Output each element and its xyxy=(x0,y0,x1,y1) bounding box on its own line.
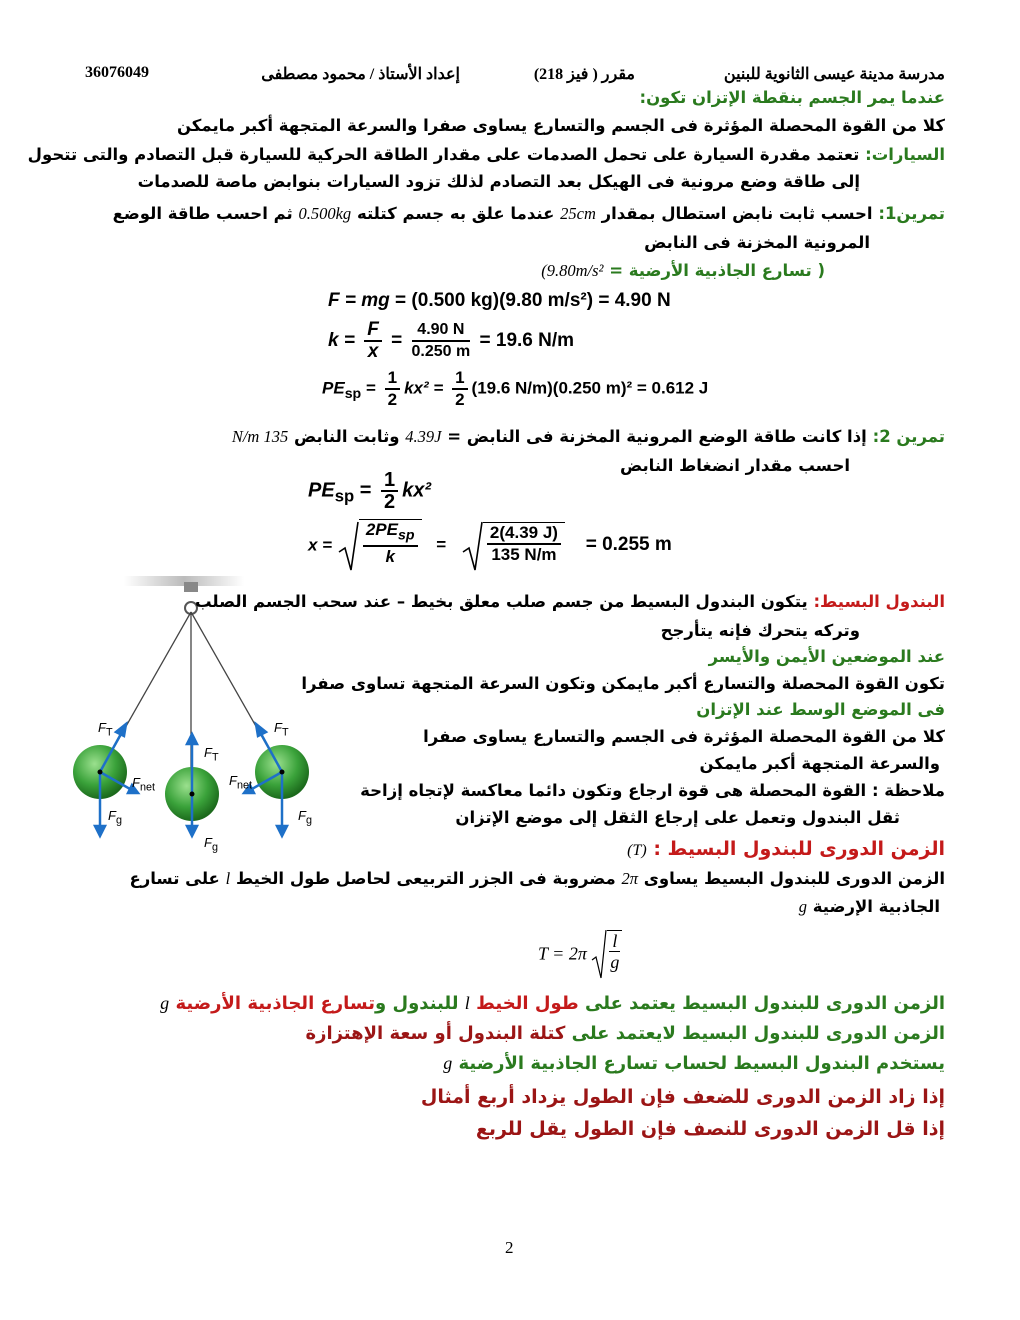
label-fnet-left: $F_{net}$ xyxy=(132,775,156,794)
pendulum-text-1: يتكون البندول البسيط من جسم صلب معلق بخيط – عند سحب الجسم الصلب xyxy=(194,592,808,611)
pendulum-line-1 xyxy=(195,592,945,611)
summary-s1-c: للبندول xyxy=(392,993,459,1014)
cars-text-1: تعتمد مقدرة السيارة على تحمل الصدمات على مقدار الطاقة الحركية للسيارة قبل التصادم والتى تتحول xyxy=(27,145,860,164)
ex2-text-a: إذا كانت طاقة الوضع المرونية المخزنة فى النابض = xyxy=(447,427,867,446)
cars-text-2: إلى طاقة وضع مرونية فى الهيكل بعد التصادم لذلك تزود السيارات بنوابض ماصة للصدمات xyxy=(137,172,860,191)
extremes-text: تكون القوة المحصلة والتسارع أكبر مايمكن وتكون السرعة المتجهة تساوى صفرا xyxy=(301,674,945,693)
ex1-text-b: عندما علق به جسم كتلته xyxy=(356,204,555,223)
header-phone: 36076049 xyxy=(85,64,149,81)
sqrt-sign-icon xyxy=(337,520,359,572)
ex1-eq3-rhs: (19.6 N/m)(0.250 m)² xyxy=(471,378,633,398)
ex2-eq-energy: $PE_{sp}$ = $\frac{1}{2}$ kx² xyxy=(308,469,431,513)
summary-line-4: إذا زاد الزمن الدورى للضعف فإن الطول يزداد أربع أمثال xyxy=(420,1086,945,1108)
extremes-heading: عند الموضعين الأيمن والأيسر xyxy=(708,647,945,666)
summary-line-5: إذا قل الزمن الدورى للنصف فإن الطول يقل للربع xyxy=(475,1118,945,1140)
ex2-eq1-sub: sp xyxy=(334,486,355,506)
period-text-c: على تسارع xyxy=(129,869,220,888)
summary-s1-e: تسارع الجاذبية الأرضية xyxy=(175,993,375,1014)
period-text-2: الجاذبية الإرضية xyxy=(812,897,940,916)
arrowhead-ft-middle xyxy=(187,734,197,744)
label-ft-right: $F_T$ xyxy=(274,720,289,739)
summary-line-1 xyxy=(160,993,945,1014)
ex2-eq2-result: = 0.255 m xyxy=(585,534,672,556)
period-line-1 xyxy=(129,869,945,889)
ex1-text-2: المرونية المخزنة فى النابض xyxy=(644,233,870,252)
note-2: ثقل البندول وتعمل على إرجاع الثقل إلى موضع الإتزان xyxy=(455,808,900,827)
ex2-spring-const: 135 N/m xyxy=(231,427,289,446)
header-course: مقرر ( فيز 218) xyxy=(533,66,635,83)
summary-line-3 xyxy=(443,1053,945,1074)
cars-line-1 xyxy=(28,145,945,164)
formula-g: g xyxy=(610,952,620,972)
ex2-sqrt-symbolic xyxy=(337,520,422,572)
period-l: l xyxy=(225,869,231,888)
ex1-eq2-num: F xyxy=(364,320,382,342)
middle-text-1: كلا من القوة المحصلة المؤثرة فى الجسم والتسارع يساوى صفرا xyxy=(423,727,945,746)
ex2-eq2-num: $2PE_{sp}$ xyxy=(363,520,418,547)
period-heading-line xyxy=(627,838,945,860)
cars-label: السيارات: xyxy=(865,145,945,164)
period-line-2 xyxy=(799,897,940,917)
period-heading: الزمن الدورى للبندول البسيط : xyxy=(653,838,945,860)
ex2-eq1-rhs: kx² xyxy=(402,479,431,502)
pendulum-text-2: وتركه يتحرك فإنه يتأرجح xyxy=(660,621,860,640)
ex2-eq2-num2: 2(4.39 J) xyxy=(487,523,561,545)
ex2-eq-compression xyxy=(308,520,672,572)
ex2-eq2-den2: 135 N/m xyxy=(491,544,557,564)
ex2-text-b: وثابت النابض xyxy=(293,427,400,446)
summary-s1-g: g xyxy=(160,993,170,1013)
ex2-sqrt-numeric xyxy=(461,520,565,572)
ex1-eq3-result: = 0.612 J xyxy=(636,378,709,398)
middle-heading: فى الموضع الوسط عند الإتزان xyxy=(696,700,945,719)
intro-heading: عندما يمر الجسم بنقطة الإتزان تكون: xyxy=(639,88,945,107)
ex1-eq2-den2: 0.250 m xyxy=(411,343,471,360)
sqrt-sign-icon xyxy=(591,928,607,980)
label-fg-right: $F_g$ xyxy=(298,808,312,827)
ex1-eq1-rhs: = (0.500 kg)(9.80 m/s²) = 4.90 N xyxy=(395,290,671,311)
summary-s1-a: الزمن الدورى للبندول البسيط يعتمد على xyxy=(585,993,945,1014)
arrowhead-fg-middle xyxy=(187,826,197,836)
ex2-eq1-lhs: PE xyxy=(308,479,335,502)
ex2-eq1-half: $\frac{1}{2}$ xyxy=(381,470,398,512)
label-ft-left: $F_T$ xyxy=(98,720,113,739)
ex1-label: تمرين1: xyxy=(878,204,945,223)
ex1-eq3-lhs: PE xyxy=(322,378,345,398)
intro-statement: كلا من القوة المحصلة المؤثرة فى الجسم والتسارع يساوى صفرا والسرعة المتجهة أكبر مايمكن xyxy=(176,116,945,135)
summary-s2-b: كتلة البندول أو سعة الإهتزازة xyxy=(305,1023,566,1044)
note-1: ملاحظة : القوة المحصلة هى قوة ارجاع وتكون دائما معاكسة لإتجاه إزاحة xyxy=(360,781,945,800)
page-number: 2 xyxy=(505,1238,514,1257)
ex2-line-1 xyxy=(232,427,945,447)
summary-s2-a: الزمن الدورى للبندول البسيط لايعتمد على xyxy=(571,1023,945,1044)
ex1-text-c: ثم احسب طاقة الوضع xyxy=(112,204,293,223)
summary-s1-b: طول الخيط xyxy=(476,993,579,1014)
ex1-eq-weight xyxy=(328,290,671,312)
ex1-eq-spring-constant: k = $\frac{F}{x}$ = $\frac{4.90 N}{0.250 m}$ = 19.6 N/m xyxy=(328,319,575,362)
summary-s1-d: و xyxy=(375,993,387,1014)
period-two-pi: 2π xyxy=(621,869,638,888)
summary-line-2 xyxy=(305,1023,945,1044)
ex1-eq3-half-2: $\frac{1}{2}$ xyxy=(452,368,467,410)
arrowhead-fg-right xyxy=(277,826,287,836)
ex2-eq2-approx: = xyxy=(436,535,447,555)
ex1-eq-energy: $PE_{sp}$ = $\frac{1}{2}$ kx² = $\frac{1}{2}$ (19.6 N/m)(0.250 m)² = 0.612 J xyxy=(322,368,709,409)
ex1-gravity xyxy=(541,261,825,281)
ex1-eq1-lhs: F = mg xyxy=(328,290,390,311)
header-school: مدرسة مدينة عيسى الثانوية للبنين xyxy=(723,66,945,83)
ex2-label: تمرين 2: xyxy=(872,427,945,446)
label-ft-middle: $F_T$ xyxy=(204,745,219,764)
ex1-mass: 0.500kg xyxy=(298,204,352,223)
ex1-gravity-label: ( تسارع الجاذبية الأرضية = xyxy=(609,261,825,280)
formula-t: T = 2π xyxy=(538,943,587,964)
ex2-eq2-den: k xyxy=(385,547,395,567)
label-fg-middle: $F_g$ xyxy=(204,835,218,854)
ex1-eq2-result: = 19.6 N/m xyxy=(479,330,575,352)
arrowhead-fg-left xyxy=(95,826,105,836)
ex1-eq2-frac-numeric xyxy=(412,320,471,362)
header-author: إعداد الأستاذ / محمود مصطفى xyxy=(261,66,460,83)
ex1-gravity-value: 9.80m/s²) xyxy=(541,261,604,280)
sqrt-sign-icon xyxy=(461,520,483,572)
label-fg-left: $F_g$ xyxy=(108,808,122,827)
pendulum-figure xyxy=(64,572,326,860)
ex1-eq3-mid: kx² = xyxy=(404,378,444,398)
ex1-eq2-num2: 4.90 N xyxy=(412,320,471,342)
arrowhead-ft-right xyxy=(256,724,266,736)
ex1-eq2-lhs: k = xyxy=(328,330,355,352)
ex1-eq3-sub: sp xyxy=(344,385,362,402)
ex2-text-2: احسب مقدار انضغاط النابض xyxy=(619,456,850,475)
ex1-line-1 xyxy=(113,204,945,224)
period-symbol: (T) xyxy=(627,842,647,859)
period-text-a: الزمن الدورى للبندول البسيط يساوى xyxy=(643,869,945,888)
ex1-text-a: احسب ثابت نابض استطال بمقدار xyxy=(601,204,873,223)
ex1-eq2-frac-symbolic xyxy=(364,320,382,362)
period-formula xyxy=(538,928,622,980)
arrowhead-ft-left xyxy=(116,724,126,736)
formula-l: l xyxy=(609,931,620,952)
pendulum-label: البندول البسيط: xyxy=(813,592,945,611)
summary-s3: يستخدم البندول البسيط لحساب تسارع الجاذبية الأرضية xyxy=(458,1053,945,1074)
period-text-b: مضروبة فى الجزر التربيعى لحاصل طول الخيط xyxy=(235,869,616,888)
summary-s1-l: l xyxy=(464,993,470,1013)
period-g: g xyxy=(798,897,808,916)
ex2-energy: 4.39J xyxy=(405,427,442,446)
ex1-stretch: 25cm xyxy=(560,204,596,223)
label-fnet-right: $F_{net}$ xyxy=(229,773,253,792)
middle-text-2: والسرعة المتجهة أكبر مايمكن xyxy=(699,754,940,773)
ex1-eq3-half-1: $\frac{1}{2}$ xyxy=(385,368,400,410)
pivot-mount xyxy=(184,582,198,592)
ex2-eq2-x: x = xyxy=(308,535,333,555)
summary-s3-g: g xyxy=(443,1053,453,1073)
ex1-eq2-den: x xyxy=(367,341,379,362)
